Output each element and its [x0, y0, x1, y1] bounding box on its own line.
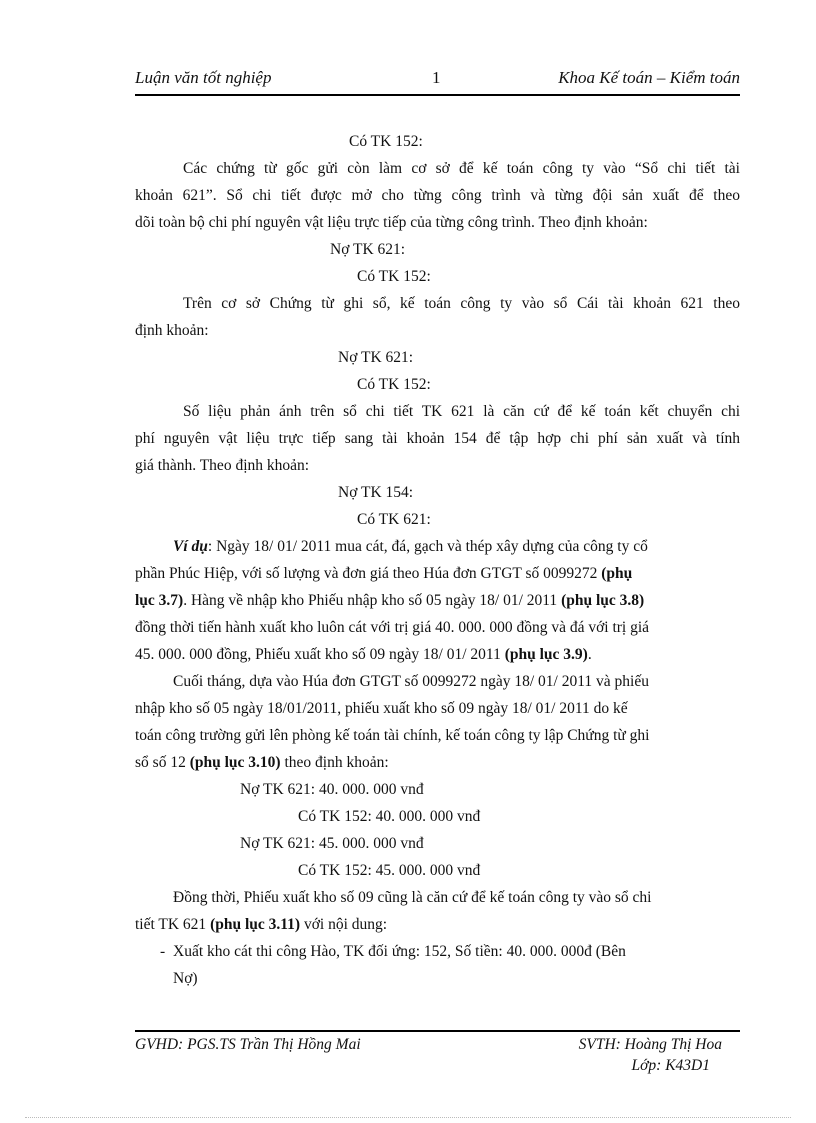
example-label: Ví dụ: [173, 538, 208, 555]
example-line: đồng thời tiến hành xuất kho luôn cát với trị giá 40. 000. 000 đồng và đá với trị giá: [135, 619, 650, 636]
entry-debit-621: Nợ TK 621: 45. 000. 000 vnđ: [240, 835, 424, 852]
entry-debit-621: Nợ TK 621: 40. 000. 000 vnđ: [240, 781, 424, 798]
example-line: phần Phúc Hiệp, với số lượng và đơn giá theo Húa đơn GTGT số 0099272 (phụ: [135, 565, 633, 582]
paragraph-line: Đồng thời, Phiếu xuất kho số 09 cũng là căn cứ để kế toán công ty vào sổ chi: [173, 889, 652, 906]
bullet-marker: -: [160, 943, 166, 960]
page-bottom-divider: [25, 1117, 791, 1118]
paragraph-line: dõi toàn bộ chi phí nguyên vật liệu trực tiếp của từng công trình. Theo định khoản:: [135, 214, 648, 231]
paragraph-line: Các chứng từ gốc gửi còn làm cơ sở để kế toán công ty vào “Sổ chi tiết tài: [183, 160, 740, 177]
paragraph-line: định khoản:: [135, 322, 209, 339]
appendix-ref: (phụ lục 3.9): [504, 646, 588, 663]
entry-debit-621: Nợ TK 621:: [330, 241, 406, 258]
paragraph-line: toán công trường gửi lên phòng kế toán tài chính, kế toán công ty lập Chứng từ ghi: [135, 727, 650, 744]
example-line: lục 3.7). Hàng về nhập kho Phiếu nhập kho số 05 ngày 18/ 01/ 2011 (phụ lục 3.8): [135, 592, 645, 609]
class: Lớp: K43D1: [631, 1057, 710, 1074]
student: SVTH: Hoàng Thị Hoa: [578, 1036, 722, 1053]
paragraph-line: sổ số 12 (phụ lục 3.10) theo định khoản:: [135, 754, 389, 771]
example-line: 45. 000. 000 đồng, Phiếu xuất kho số 09 ngày 18/ 01/ 2011 (phụ lục 3.9).: [135, 646, 592, 663]
header-thesis-title: Luận văn tốt nghiệp: [135, 68, 272, 87]
example-line: Ví dụ: Ngày 18/ 01/ 2011 mua cát, đá, gạch và thép xây dựng của công ty cổ: [173, 538, 648, 555]
entry-credit-152: Có TK 152: 45. 000. 000 vnđ: [298, 862, 481, 879]
paragraph-line: tiết TK 621 (phụ lục 3.11) với nội dung:: [135, 916, 388, 933]
appendix-ref: lục 3.7): [135, 592, 184, 609]
page-header: [135, 66, 740, 96]
entry-debit-621: Nợ TK 621:: [338, 349, 414, 366]
entry-debit-154: Nợ TK 154:: [338, 484, 414, 501]
paragraph-line: giá thành. Theo định khoản:: [135, 457, 310, 474]
entry-credit-152: Có TK 152:: [349, 133, 423, 150]
paragraph-line: Cuối tháng, dựa vào Húa đơn GTGT số 0099272 ngày 18/ 01/ 2011 và phiếu: [173, 673, 649, 690]
paragraph-line: Trên cơ sở Chứng từ ghi sổ, kế toán công ty vào sổ Cái tài khoản 621 theo: [183, 295, 740, 312]
entry-credit-152: Có TK 152: 40. 000. 000 vnđ: [298, 808, 481, 825]
supervisor: GVHD: PGS.TS Trần Thị Hồng Mai: [135, 1036, 361, 1053]
paragraph-line: nhập kho số 05 ngày 18/01/2011, phiếu xuất kho số 09 ngày 18/ 01/ 2011 do kế: [135, 700, 628, 717]
entry-credit-152: Có TK 152:: [357, 268, 431, 285]
appendix-ref: (phụ lục 3.8): [561, 592, 645, 609]
appendix-ref: (phụ lục 3.11): [210, 916, 301, 933]
appendix-ref: (phụ lục 3.10): [189, 754, 281, 771]
bullet-item-text: Nợ): [173, 970, 198, 987]
header-faculty: Khoa Kế toán – Kiểm toán: [558, 68, 740, 87]
page-number: 1: [432, 68, 441, 87]
bullet-item-text: Xuất kho cát thi công Hào, TK đối ứng: 152, Số tiền: 40. 000. 000đ (Bên: [173, 943, 626, 960]
entry-credit-621: Có TK 621:: [357, 511, 431, 528]
paragraph-line: khoản 621”. Sổ chi tiết được mở cho từng công trình và từng đội sản xuất để theo: [135, 187, 740, 204]
entry-credit-152: Có TK 152:: [357, 376, 431, 393]
paragraph-line: phí nguyên vật liệu trực tiếp sang tài khoản 154 để tập hợp chi phí sản xuất và tính: [135, 430, 740, 447]
page-footer: [135, 1030, 740, 1074]
paragraph-line: Số liệu phản ánh trên sổ chi tiết TK 621 là căn cứ để kế toán kết chuyển chi: [183, 403, 740, 420]
appendix-ref: (phụ: [601, 565, 633, 582]
